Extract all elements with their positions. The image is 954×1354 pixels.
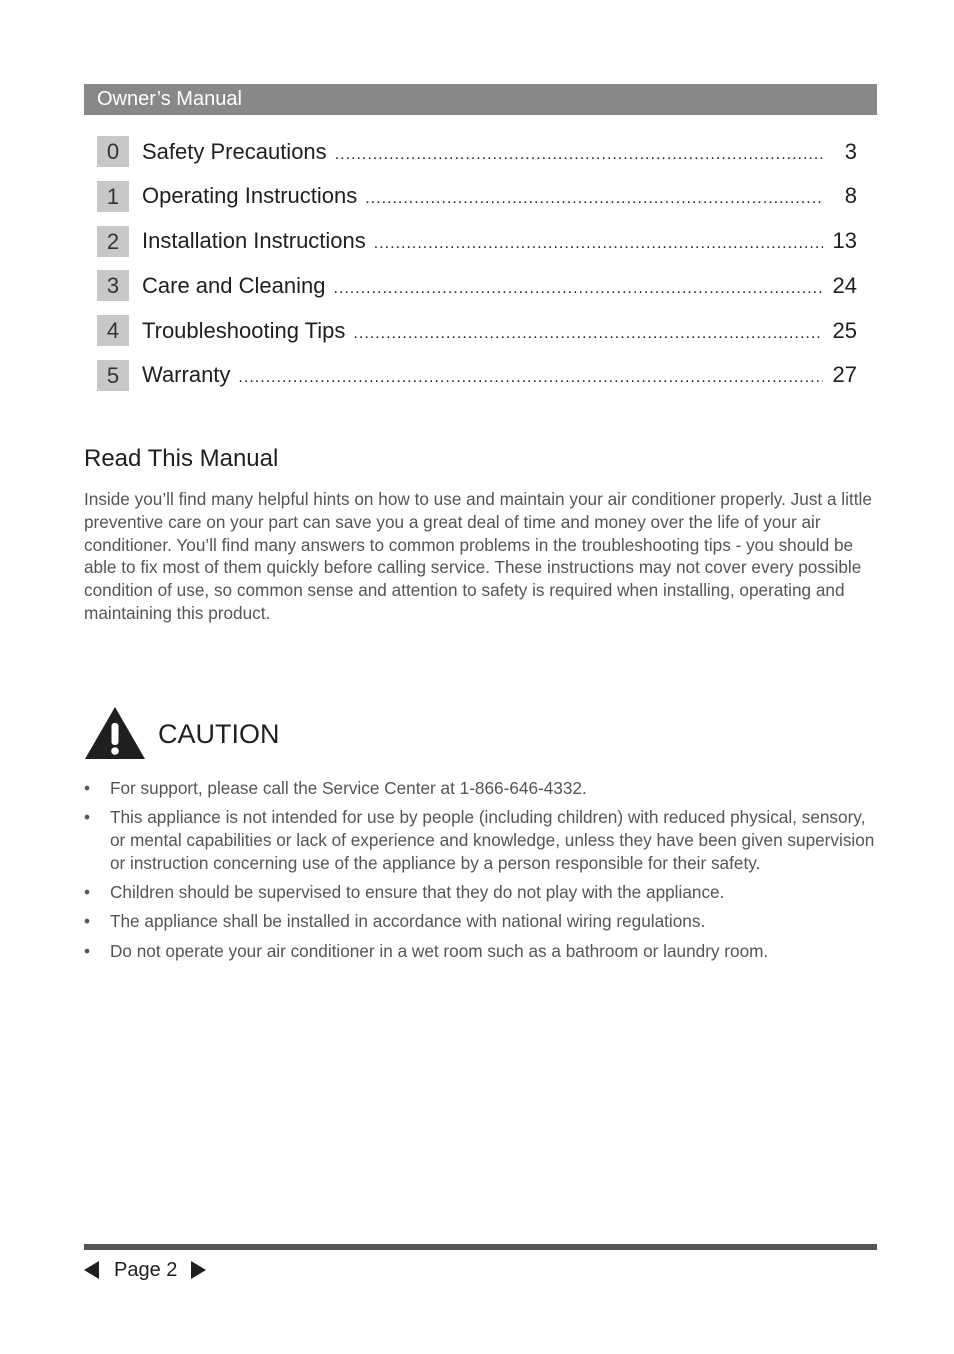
list-item (84, 940, 884, 963)
list-item-text: For support, please call the Service Center at 1-866-646-4332. (110, 778, 587, 798)
toc-leader-dots (333, 280, 823, 298)
caution-list (84, 777, 884, 969)
manual-header-title: Owner’s Manual (97, 88, 242, 110)
read-manual-body: Inside you’ll find many helpful hints on how to use and maintain your air conditioner properly. Just a little preventive care on your part can save you a great deal of time and money over the life of your air conditioner. You’ll find many answers to common problems in the troubleshooting tips - you should be able to fix most of them quickly before calling service. These instructions may not cover every possible condition of use, so common sense and attention to safety is required when installing, operating and maintaining this product. (84, 489, 872, 623)
toc-entry[interactable] (97, 181, 857, 212)
list-item-text: Do not operate your air conditioner in a wet room such as a bathroom or laundry room. (110, 940, 769, 961)
toc-entry-title: Safety Precautions (142, 138, 327, 164)
list-item (84, 910, 884, 933)
toc-entry-page: 24 (832, 272, 857, 298)
toc-leader-dots (238, 369, 823, 387)
footer-divider (84, 1244, 877, 1250)
toc-entry-page: 8 (844, 183, 857, 209)
page-navigation (84, 1256, 206, 1284)
read-manual-title: Read This Manual (84, 445, 279, 472)
bullet-marker: • (84, 882, 91, 903)
toc-leader-dots (335, 146, 823, 164)
bullet-marker: • (84, 778, 91, 798)
list-item-text: This appliance is not intended for use by people (including children) with reduced physical, sensory, or mental capabilities or lack of experience and knowledge, unless they have been given supervision or instruction concerning use of the appliance by a person responsible for their safety. (110, 807, 875, 873)
toc-entry-number: 2 (97, 226, 129, 257)
page-number-label: Page 2 (114, 1258, 178, 1281)
toc-entry[interactable] (97, 270, 857, 301)
toc-entry-title: Troubleshooting Tips (142, 317, 346, 343)
list-item (84, 806, 884, 874)
bullet-marker: • (84, 911, 91, 932)
table-of-contents (97, 136, 857, 405)
toc-leader-dots (353, 325, 823, 343)
toc-entry-title: Installation Instructions (142, 228, 366, 254)
toc-entry-title: Operating Instructions (142, 183, 358, 209)
toc-entry[interactable] (97, 360, 857, 391)
list-item (84, 881, 884, 904)
toc-leader-dots (365, 190, 823, 208)
caution-title: CAUTION (158, 719, 280, 749)
toc-entry-number: 0 (97, 136, 129, 167)
warning-triangle-icon (84, 706, 146, 760)
toc-leader-dots (374, 235, 823, 253)
next-page-arrow-icon[interactable] (191, 1261, 206, 1279)
toc-entry-page: 13 (832, 228, 857, 254)
toc-entry-number: 1 (97, 181, 129, 212)
toc-entry[interactable] (97, 136, 857, 167)
toc-entry-page: 3 (844, 138, 857, 164)
list-item-text: Children should be supervised to ensure that they do not play with the appliance. (110, 882, 725, 903)
toc-entry-title: Warranty (142, 362, 231, 388)
toc-entry-number: 5 (97, 360, 129, 391)
list-item-text: The appliance shall be installed in accordance with national wiring regulations. (110, 911, 706, 932)
toc-entry-number: 3 (97, 270, 129, 301)
previous-page-arrow-icon[interactable] (84, 1261, 99, 1279)
manual-header-bar (84, 84, 877, 115)
toc-entry-title: Care and Cleaning (142, 272, 326, 298)
toc-entry[interactable] (97, 315, 857, 346)
bullet-marker: • (84, 940, 91, 961)
list-item (84, 777, 884, 800)
bullet-marker: • (84, 807, 91, 828)
toc-entry-page: 27 (832, 362, 857, 388)
toc-entry-page: 25 (832, 317, 857, 343)
toc-entry[interactable] (97, 226, 857, 257)
toc-entry-number: 4 (97, 315, 129, 346)
